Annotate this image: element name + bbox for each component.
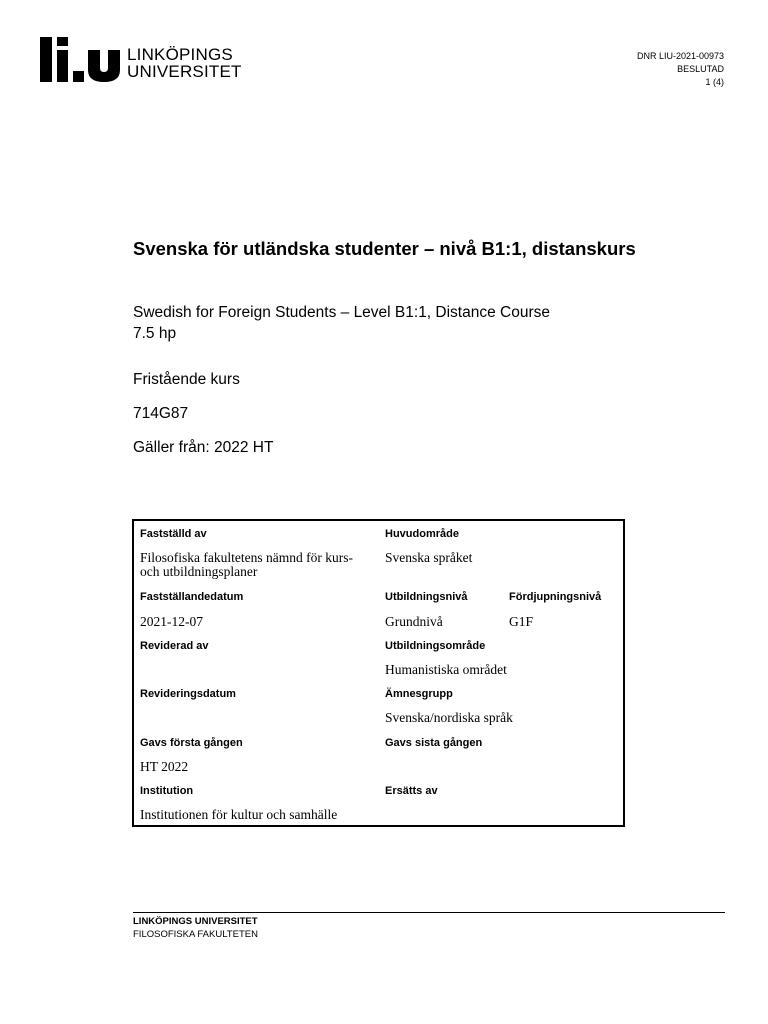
course-credits: 7.5 hp <box>133 325 177 342</box>
subject-group-label: Ämnesgrupp <box>385 688 453 700</box>
specialization-level-value: G1F <box>509 614 534 629</box>
logo-line-1: LINKÖPINGS <box>127 45 233 64</box>
logo-line-2: UNIVERSITET <box>127 62 242 81</box>
footer-faculty: FILOSOFISKA FAKULTETEN <box>133 929 258 940</box>
education-level-label: Utbildningsnivå <box>385 591 468 603</box>
course-metadata-table <box>132 519 625 827</box>
course-type: Fristående kurs <box>133 371 240 388</box>
footer-divider <box>133 912 725 913</box>
education-area-label: Utbildningsområde <box>385 640 486 652</box>
footer-university: LINKÖPINGS UNIVERSITET <box>133 916 258 927</box>
subject-group-value: Svenska/nordiska språk <box>385 710 513 725</box>
course-code: 714G87 <box>133 405 189 422</box>
established-by-label: Fastställd av <box>140 528 207 540</box>
revised-by-label: Reviderad av <box>140 640 209 652</box>
course-subtitle-block <box>133 302 653 344</box>
dnr-number: DNR LIU-2021-00973 <box>636 51 724 61</box>
page-number: 1 (4) <box>705 77 724 87</box>
replaced-by-label: Ersätts av <box>385 785 438 797</box>
course-title-swedish: Svenska för utländska studenter – nivå B1:1, distanskurs <box>133 238 636 259</box>
course-title-english: Swedish for Foreign Students – Level B1:1, Distance Course <box>133 304 551 321</box>
liu-logo <box>40 36 240 86</box>
logo-wordmark <box>127 46 242 80</box>
institution-value: Institutionen för kultur och samhälle <box>140 807 338 822</box>
first-given-label: Gavs första gången <box>140 737 243 749</box>
main-field-value: Svenska språket <box>385 550 473 565</box>
first-given-value: HT 2022 <box>140 759 189 774</box>
established-by-value: Filosofiska fakultetens nämnd för kurs- och utbildningsplaner <box>140 550 353 579</box>
education-area-value: Humanistiska området <box>385 662 507 677</box>
valid-from: Gäller från: 2022 HT <box>133 439 274 456</box>
last-given-label: Gavs sista gången <box>385 737 483 749</box>
institution-label: Institution <box>140 785 194 797</box>
document-info <box>637 50 724 89</box>
revision-date-label: Revideringsdatum <box>140 688 236 700</box>
footer <box>133 915 258 941</box>
document-status: BESLUTAD <box>677 64 724 74</box>
education-level-value: Grundnivå <box>385 614 443 629</box>
main-field-label: Huvudområde <box>385 528 459 540</box>
establishment-date-value: 2021-12-07 <box>140 614 203 629</box>
establishment-date-label: Fastställandedatum <box>140 591 244 603</box>
liu-logo-mark-icon <box>40 36 124 82</box>
specialization-level-label: Fördjupningsnivå <box>509 591 602 603</box>
